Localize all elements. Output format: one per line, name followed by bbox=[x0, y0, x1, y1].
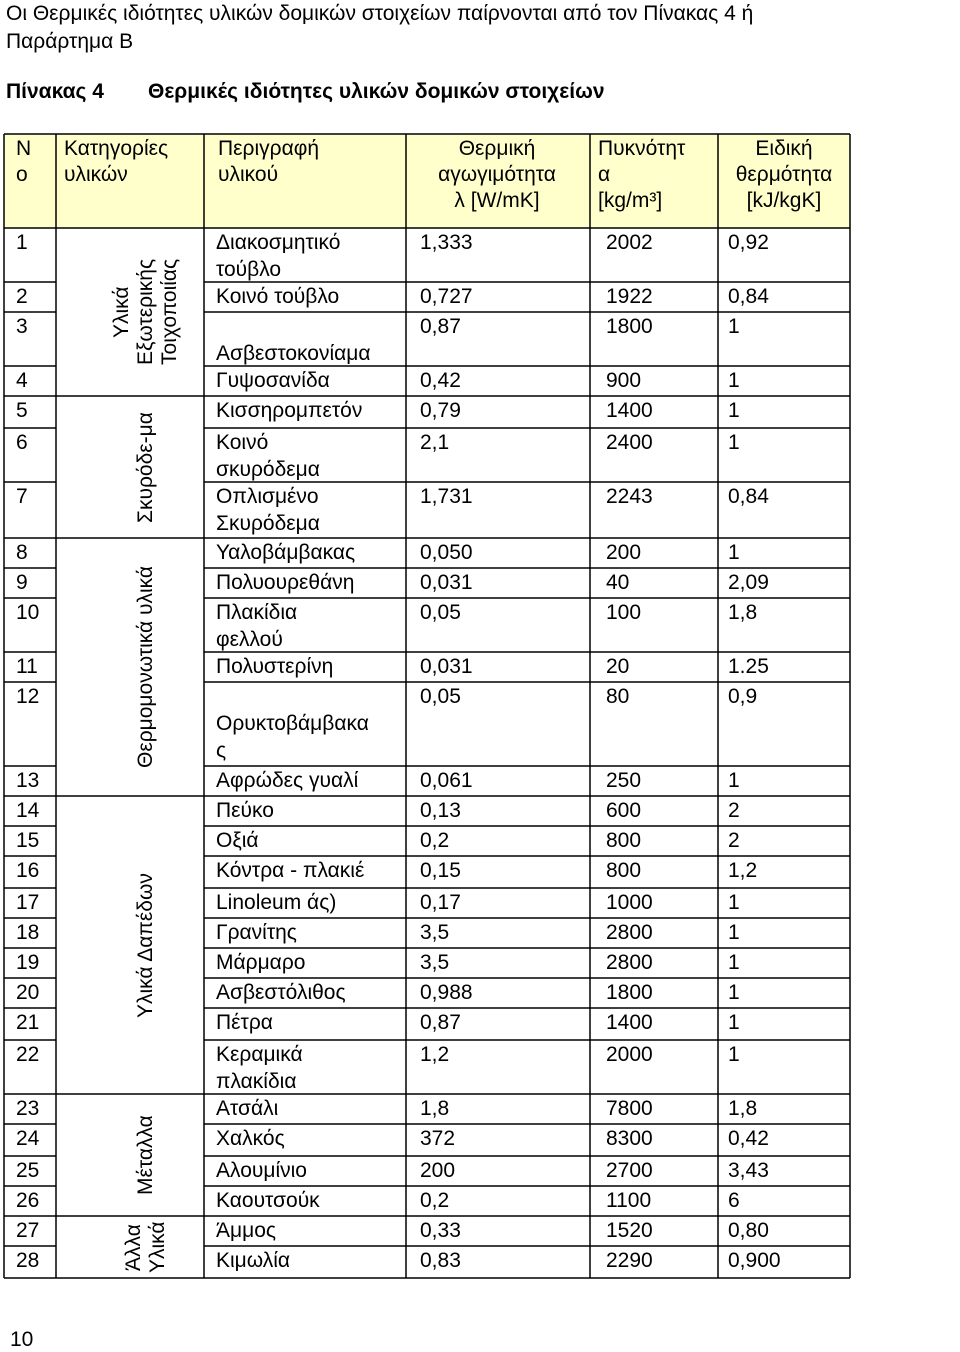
page-number: 10 bbox=[10, 1328, 34, 1351]
row-24-description-0: Χαλκός bbox=[216, 1127, 285, 1150]
row-22-description-0: Κεραμικά bbox=[216, 1043, 303, 1066]
header-density-line-1: α bbox=[598, 163, 611, 186]
row-1-specific-heat: 0,92 bbox=[728, 231, 769, 254]
row-5-description-0: Κισσηρομπετόν bbox=[216, 399, 363, 422]
row-7-description-1: Σκυρόδεμα bbox=[216, 512, 320, 535]
row-12-description-2: ς bbox=[216, 739, 227, 762]
row-24-conductivity: 372 bbox=[420, 1127, 456, 1150]
row-17-density: 1000 bbox=[606, 891, 653, 914]
category-4-label-0: Μέταλλα bbox=[134, 1115, 157, 1195]
row-11-specific-heat: 1.25 bbox=[728, 655, 769, 678]
table-caption-label: Πίνακας 4 bbox=[6, 80, 104, 103]
row-19-description-0: Μάρμαρο bbox=[216, 951, 306, 974]
row-6-description-1: σκυρόδεμα bbox=[216, 458, 320, 481]
row-21-specific-heat: 1 bbox=[728, 1011, 740, 1034]
row-8-number: 8 bbox=[16, 541, 28, 564]
row-25-specific-heat: 3,43 bbox=[728, 1159, 769, 1182]
row-24-number: 24 bbox=[16, 1127, 40, 1150]
row-25-number: 25 bbox=[16, 1159, 40, 1182]
row-7-conductivity: 1,731 bbox=[420, 485, 473, 508]
row-20-specific-heat: 1 bbox=[728, 981, 740, 1004]
row-6-number: 6 bbox=[16, 431, 28, 454]
row-10-number: 10 bbox=[16, 601, 40, 624]
row-18-number: 18 bbox=[16, 921, 40, 944]
row-28-number: 28 bbox=[16, 1249, 40, 1272]
row-11-conductivity: 0,031 bbox=[420, 655, 473, 678]
row-1-density: 2002 bbox=[606, 231, 653, 254]
row-16-conductivity: 0,15 bbox=[420, 859, 461, 882]
row-7-density: 2243 bbox=[606, 485, 653, 508]
row-24-specific-heat: 0,42 bbox=[728, 1127, 769, 1150]
row-28-description-0: Κιμωλία bbox=[216, 1249, 291, 1272]
row-4-description-0: Γυψοσανίδα bbox=[216, 369, 330, 392]
row-10-specific-heat: 1,8 bbox=[728, 601, 758, 624]
row-2-conductivity: 0,727 bbox=[420, 285, 473, 308]
row-18-description-0: Γρανίτης bbox=[216, 921, 297, 944]
header-conductivity-line-0: Θερμική bbox=[458, 137, 536, 160]
row-14-description-0: Πεύκο bbox=[216, 799, 274, 822]
row-26-number: 26 bbox=[16, 1189, 40, 1212]
row-26-conductivity: 0,2 bbox=[420, 1189, 450, 1212]
row-7-specific-heat: 0,84 bbox=[728, 485, 769, 508]
row-12-conductivity: 0,05 bbox=[420, 685, 461, 708]
row-13-number: 13 bbox=[16, 769, 40, 792]
row-27-number: 27 bbox=[16, 1219, 40, 1242]
row-5-conductivity: 0,79 bbox=[420, 399, 461, 422]
category-0-label-1: Εξωτερικής bbox=[134, 258, 157, 365]
row-28-conductivity: 0,83 bbox=[420, 1249, 461, 1272]
row-10-description-0: Πλακίδια bbox=[216, 601, 298, 624]
row-25-density: 2700 bbox=[606, 1159, 653, 1182]
row-18-density: 2800 bbox=[606, 921, 653, 944]
row-21-number: 21 bbox=[16, 1011, 40, 1034]
row-19-specific-heat: 1 bbox=[728, 951, 740, 974]
row-20-density: 1800 bbox=[606, 981, 653, 1004]
row-15-number: 15 bbox=[16, 829, 40, 852]
row-19-conductivity: 3,5 bbox=[420, 951, 450, 974]
row-14-conductivity: 0,13 bbox=[420, 799, 461, 822]
category-0-label-0: Υλικά bbox=[110, 286, 133, 338]
row-18-conductivity: 3,5 bbox=[420, 921, 450, 944]
row-1-number: 1 bbox=[16, 231, 28, 254]
row-17-conductivity: 0,17 bbox=[420, 891, 461, 914]
row-6-description-0: Κοινό bbox=[216, 431, 269, 454]
row-24-density: 8300 bbox=[606, 1127, 653, 1150]
row-16-density: 800 bbox=[606, 859, 642, 882]
row-20-number: 20 bbox=[16, 981, 40, 1004]
header-category-line-1: υλικών bbox=[64, 163, 128, 186]
row-20-description-0: Ασβεστόλιθος bbox=[216, 981, 346, 1004]
row-8-specific-heat: 1 bbox=[728, 541, 740, 564]
row-20-conductivity: 0,988 bbox=[420, 981, 473, 1004]
row-1-conductivity: 1,333 bbox=[420, 231, 473, 254]
header-conductivity-line-2: λ [W/mK] bbox=[454, 189, 540, 212]
row-2-number: 2 bbox=[16, 285, 28, 308]
row-9-specific-heat: 2,09 bbox=[728, 571, 769, 594]
row-17-specific-heat: 1 bbox=[728, 891, 740, 914]
row-3-specific-heat: 1 bbox=[728, 315, 740, 338]
row-12-number: 12 bbox=[16, 685, 40, 708]
row-21-density: 1400 bbox=[606, 1011, 653, 1034]
row-5-density: 1400 bbox=[606, 399, 653, 422]
row-2-specific-heat: 0,84 bbox=[728, 285, 769, 308]
intro-line-2: Παράρτημα Β bbox=[6, 30, 134, 53]
row-16-number: 16 bbox=[16, 859, 40, 882]
category-5-label-1: Υλικά bbox=[146, 1221, 169, 1273]
row-4-density: 900 bbox=[606, 369, 642, 392]
row-22-description-1: πλακίδια bbox=[216, 1070, 297, 1093]
row-5-specific-heat: 1 bbox=[728, 399, 740, 422]
row-22-number: 22 bbox=[16, 1043, 40, 1066]
row-6-specific-heat: 1 bbox=[728, 431, 740, 454]
header-density-line-2: [kg/m³] bbox=[598, 189, 663, 212]
header-no-line-1: ο bbox=[16, 163, 28, 186]
row-23-description-0: Ατσάλι bbox=[216, 1097, 279, 1120]
header-specific-heat-line-2: [kJ/kgK] bbox=[746, 189, 822, 212]
row-15-density: 800 bbox=[606, 829, 642, 852]
row-22-conductivity: 1,2 bbox=[420, 1043, 450, 1066]
row-3-number: 3 bbox=[16, 315, 28, 338]
header-description-line-0: Περιγραφή bbox=[218, 137, 320, 160]
table-caption-title: Θερμικές ιδιότητες υλικών δομικών στοιχείων bbox=[148, 80, 605, 103]
row-4-number: 4 bbox=[16, 369, 28, 392]
row-9-description-0: Πολυουρεθάνη bbox=[216, 571, 355, 594]
row-23-number: 23 bbox=[16, 1097, 40, 1120]
row-6-conductivity: 2,1 bbox=[420, 431, 450, 454]
row-22-specific-heat: 1 bbox=[728, 1043, 740, 1066]
row-9-density: 40 bbox=[606, 571, 630, 594]
row-14-number: 14 bbox=[16, 799, 40, 822]
row-18-specific-heat: 1 bbox=[728, 921, 740, 944]
row-17-number: 17 bbox=[16, 891, 40, 914]
row-2-density: 1922 bbox=[606, 285, 653, 308]
row-27-density: 1520 bbox=[606, 1219, 653, 1242]
row-8-density: 200 bbox=[606, 541, 642, 564]
row-25-conductivity: 200 bbox=[420, 1159, 456, 1182]
header-no-line-0: Ν bbox=[16, 137, 32, 160]
row-27-specific-heat: 0,80 bbox=[728, 1219, 769, 1242]
row-23-specific-heat: 1,8 bbox=[728, 1097, 758, 1120]
intro-line-1: Οι Θερμικές ιδιότητες υλικών δομικών στοιχείων παίρνονται από τον Πίνακας 4 ή bbox=[6, 2, 754, 25]
row-7-description-0: Οπλισμένο bbox=[216, 485, 319, 508]
row-7-number: 7 bbox=[16, 485, 28, 508]
row-16-specific-heat: 1,2 bbox=[728, 859, 758, 882]
row-12-density: 80 bbox=[606, 685, 630, 708]
row-27-description-0: Άμμος bbox=[216, 1219, 277, 1242]
row-3-description-1: Ασβεστοκονίαμα bbox=[216, 342, 371, 365]
header-conductivity-line-1: αγωγιμότητα bbox=[438, 163, 556, 186]
row-10-conductivity: 0,05 bbox=[420, 601, 461, 624]
row-8-description-0: Υαλοβάμβακας bbox=[216, 541, 356, 564]
row-16-description-0: Κόντρα - πλακιέ bbox=[216, 859, 365, 882]
row-15-specific-heat: 2 bbox=[728, 829, 740, 852]
row-12-specific-heat: 0,9 bbox=[728, 685, 758, 708]
row-14-specific-heat: 2 bbox=[728, 799, 740, 822]
row-1-description-0: Διακοσμητικό bbox=[216, 231, 341, 254]
row-21-description-0: Πέτρα bbox=[216, 1011, 273, 1034]
row-19-density: 2800 bbox=[606, 951, 653, 974]
row-21-conductivity: 0,87 bbox=[420, 1011, 461, 1034]
row-10-density: 100 bbox=[606, 601, 642, 624]
row-15-description-0: Οξιά bbox=[216, 829, 259, 852]
row-9-number: 9 bbox=[16, 571, 28, 594]
row-26-density: 1100 bbox=[606, 1189, 652, 1212]
row-4-conductivity: 0,42 bbox=[420, 369, 461, 392]
row-3-conductivity: 0,87 bbox=[420, 315, 461, 338]
row-4-specific-heat: 1 bbox=[728, 369, 740, 392]
row-2-description-0: Κοινό τούβλο bbox=[216, 285, 340, 308]
row-11-number: 11 bbox=[16, 655, 38, 678]
row-17-description-0: Linoleum άς) bbox=[216, 891, 337, 914]
header-specific-heat-line-1: θερμότητα bbox=[735, 163, 833, 186]
category-3-label-0: Υλικά Δαπέδων bbox=[134, 872, 157, 1018]
row-12-description-1: Ορυκτοβάμβακα bbox=[216, 712, 369, 735]
row-15-conductivity: 0,2 bbox=[420, 829, 450, 852]
row-19-number: 19 bbox=[16, 951, 40, 974]
category-1-label-0: Σκυρόδε-μα bbox=[134, 411, 157, 523]
row-22-density: 2000 bbox=[606, 1043, 653, 1066]
row-26-description-0: Καουτσούκ bbox=[216, 1189, 320, 1212]
category-0-label-2: Τοιχοποιίας bbox=[158, 258, 181, 365]
row-1-description-1: τούβλο bbox=[216, 258, 282, 281]
category-2-label-0: Θερμομονωτικά υλικά bbox=[134, 565, 157, 768]
row-3-density: 1800 bbox=[606, 315, 653, 338]
row-13-specific-heat: 1 bbox=[728, 769, 740, 792]
row-5-number: 5 bbox=[16, 399, 28, 422]
row-10-description-1: φελλού bbox=[216, 628, 283, 651]
row-13-description-0: Αφρώδες γυαλί bbox=[216, 769, 359, 792]
row-9-conductivity: 0,031 bbox=[420, 571, 473, 594]
header-specific-heat-line-0: Ειδική bbox=[755, 137, 813, 160]
row-11-density: 20 bbox=[606, 655, 630, 678]
row-25-description-0: Αλουμίνιο bbox=[216, 1159, 307, 1182]
row-28-density: 2290 bbox=[606, 1249, 653, 1272]
row-13-conductivity: 0,061 bbox=[420, 769, 473, 792]
row-14-density: 600 bbox=[606, 799, 642, 822]
header-density-line-0: Πυκνότητ bbox=[598, 137, 686, 160]
row-8-conductivity: 0,050 bbox=[420, 541, 473, 564]
row-28-specific-heat: 0,900 bbox=[728, 1249, 781, 1272]
row-6-density: 2400 bbox=[606, 431, 653, 454]
category-5-label-0: Άλλα bbox=[122, 1223, 145, 1271]
row-11-description-0: Πολυστερίνη bbox=[216, 655, 334, 678]
row-23-conductivity: 1,8 bbox=[420, 1097, 450, 1120]
row-27-conductivity: 0,33 bbox=[420, 1219, 461, 1242]
row-23-density: 7800 bbox=[606, 1097, 653, 1120]
header-description-line-1: υλικού bbox=[218, 163, 279, 186]
header-category-line-0: Κατηγορίες bbox=[64, 137, 169, 160]
row-26-specific-heat: 6 bbox=[728, 1189, 740, 1212]
row-13-density: 250 bbox=[606, 769, 642, 792]
